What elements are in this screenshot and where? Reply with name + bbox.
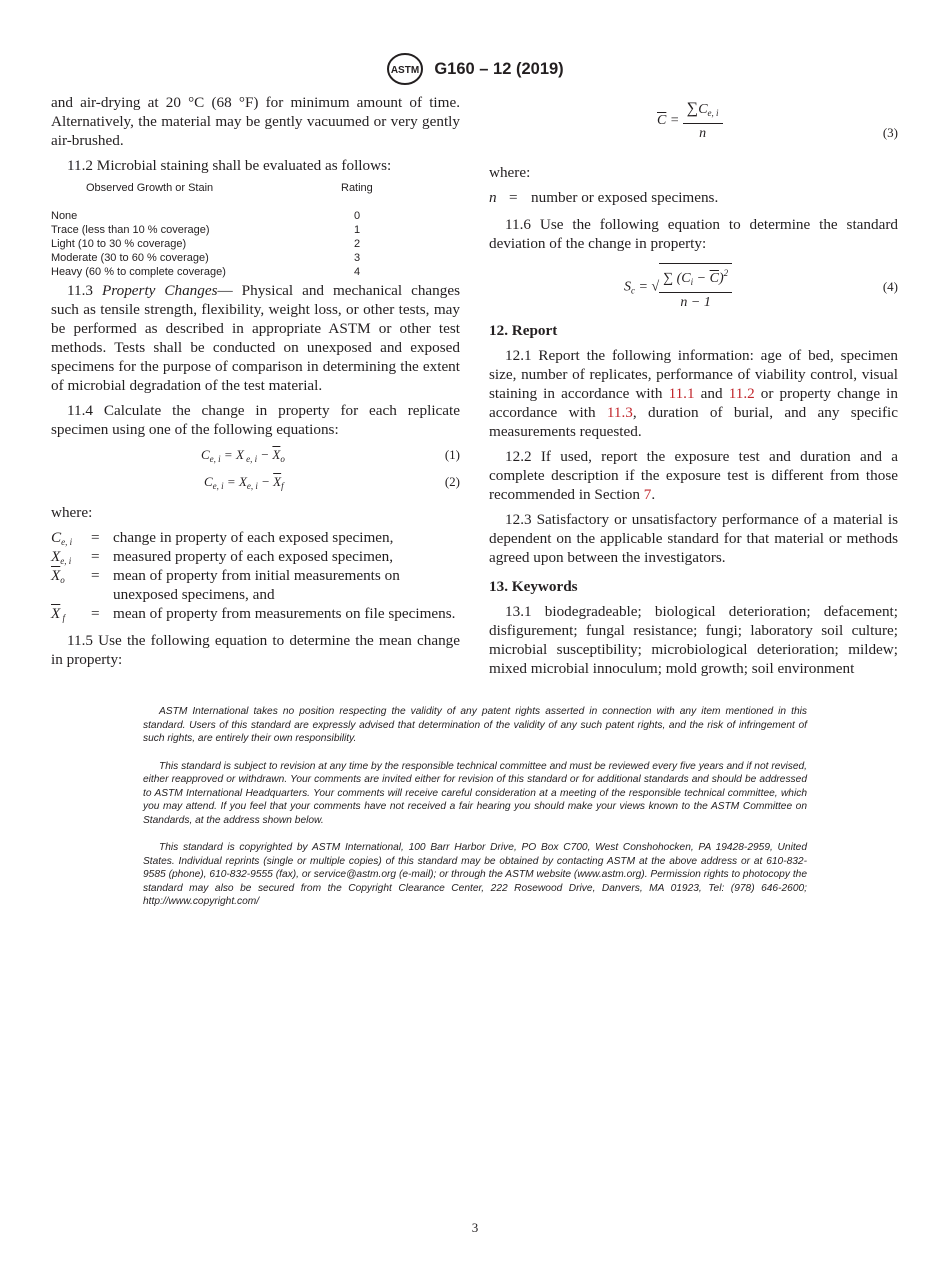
equation-4-number: (4)	[882, 279, 898, 294]
equation-2	[51, 472, 460, 499]
paragraph-12-2	[489, 447, 898, 504]
table-row	[51, 251, 460, 265]
footer-revision-notice: This standard is subject to revision at any time by the responsible technical committee and must be reviewed every five years and if not revised, either reapproved or withdrawn. Your comments are invited either for revision of this standard or for additional standards and should be addressed to ASTM International Headquarters. Your comments will receive careful consideration at a meeting of the responsible technical committee, which you may attend. If you feel that your comments have not received a fair hearing you should make your views known to the ASTM Committee on Standards, at the address shown below.	[143, 760, 807, 826]
row-label: None	[51, 210, 78, 222]
link-11-3[interactable]: 11.3	[606, 404, 633, 421]
where-label: where:	[489, 164, 531, 181]
table-row	[51, 209, 460, 223]
footer-copyright-notice: This standard is copyrighted by ASTM International, 100 Barr Harbor Drive, PO Box C700, West Conshohocken, PA 19428-2959, United States. Individual reprints (single or multiple copies) of this standard may be obtained by contacting ASTM at the above address or at 610-832-9585 (phone), 610-832-9555 (fax), or service@astm.org (e-mail); or through the ASTM website (www.astm.org). Permission rights to photocopy the standard may also be secured from the Copyright Clearance Center, 222 Rosewood Drive, Danvers, MA 01923, Tel: (978) 646-2600; http://www.copyright.com/	[143, 842, 807, 907]
section-number: 11.3	[67, 282, 94, 299]
paragraph-continued: and air-drying at 20 °C (68 °F) for minimum amount of time. Alternatively, the material may be gently vacuumed or very gently air-brushed.	[51, 94, 460, 149]
paragraph-11-3	[51, 281, 460, 395]
text: or property change in accordance with	[489, 385, 899, 421]
row-rating: 2	[354, 238, 361, 250]
text: , duration of burial, and any specific measurements requested.	[489, 404, 898, 440]
link-11-1[interactable]: 11.1	[668, 385, 695, 402]
text: 12.1 Report the following information: age of bed, specimen size, number of replicates, performance of viability control, visual staining in accordance with	[489, 347, 898, 402]
astm-logo-icon	[386, 52, 424, 86]
legal-footer	[143, 705, 807, 923]
page-header	[0, 52, 950, 86]
footer-patent-notice: ASTM International takes no position respecting the validity of any patent rights asserted in connection with any item mentioned in this standard. Users of this standard are expressly advised that determination of the validity of any such patent rights, and the risk of infringement of such rights, are entirely their own responsibility.	[143, 706, 807, 744]
link-section-7[interactable]: 7	[643, 486, 652, 503]
definition-text: number or exposed specimens.	[531, 189, 719, 206]
row-label: Moderate (30 to 60 % coverage)	[51, 252, 209, 264]
text: 12.2 If used, report the exposure test and duration and a complete description if the exposure test is different from those recommended in Section	[489, 448, 898, 503]
row-label: Trace (less than 10 % coverage)	[51, 224, 210, 236]
row-rating: 4	[354, 266, 361, 278]
page-number: 3	[471, 1220, 479, 1235]
paragraph-11-5: 11.5 Use the following equation to determine the mean change in property:	[51, 632, 460, 668]
equation-3	[489, 93, 898, 159]
definition-item: $C_{e, i}$ = change in property of each exposed specimen,	[51, 529, 394, 547]
standard-designation: G160 – 12 (2019)	[434, 59, 564, 78]
text: .	[651, 486, 656, 503]
definition-item: n = number or exposed specimens.	[489, 189, 719, 206]
section-body: — Physical and mechanical changes such as tensile strength, flexibility, weight loss, or other tests, may be performed as described in appropriate ASTM or other test methods. Tests shall be conducted on unexposed and exposed specimens for the purpose of comparison in determining the extent of microbial degradation of the test material.	[51, 282, 461, 394]
paragraph-13-1: 13.1 biodegradeable; biological deterioration; defacement; disfigurement; fungal resistance; fungi; laboratory soil culture; microbial susceptibility; microbiological deterioration; mildew; mixed microbial innoculum; mold growth; soil environment	[489, 603, 898, 677]
table-row	[51, 223, 460, 237]
definition-text: mean of property from measurements on file specimens.	[113, 605, 456, 622]
definition-text: measured property of each exposed specimen,	[113, 548, 394, 565]
paragraph-11-6: 11.6 Use the following equation to determine the standard deviation of the change in property:	[489, 216, 898, 252]
equation-2-number: (2)	[444, 474, 460, 489]
link-11-2[interactable]: 11.2	[728, 385, 755, 402]
definition-item: $X_{e, i}$ = measured property of each exposed specimen,	[51, 548, 394, 566]
equation-4	[489, 259, 898, 311]
right-column	[489, 93, 898, 684]
paragraph-11-2: 11.2 Microbial staining shall be evaluated as follows:	[67, 157, 392, 174]
equation-2-math: $C_{e, i} = X_{e, i} - \overline{X}_f$	[204, 474, 284, 491]
equation-1	[51, 445, 460, 472]
equation-1-number: (1)	[444, 447, 460, 462]
equation-4-math: $S_c$ = √ $\frac{\sum (C_i - \overline{C})^2}{n - 1}$	[624, 263, 732, 312]
table-header-growth: Observed Growth or Stain	[86, 182, 214, 194]
equation-1-math: $C_{e, i} = X$ $_{e, i} - \overline{X}_o$	[201, 447, 285, 464]
paragraph-12-1	[489, 346, 898, 441]
table-row	[51, 237, 460, 251]
equation-3-number: (3)	[882, 125, 898, 140]
definition-text: change in property of each exposed specimen,	[113, 529, 394, 546]
svg-text:ASTM: ASTM	[391, 65, 420, 76]
heading-report: 12. Report	[489, 322, 558, 339]
left-column	[51, 93, 460, 675]
table-header-rating: Rating	[341, 182, 373, 194]
where-label: where:	[51, 504, 93, 521]
table-row	[51, 265, 460, 279]
definition-item: $\overline{X}$ $_f$ = mean of property from measurements on file specimens.	[51, 605, 456, 623]
heading-keywords: 13. Keywords	[489, 578, 578, 595]
row-rating: 3	[354, 252, 361, 264]
text: and	[694, 385, 729, 402]
section-title: Property Changes	[101, 282, 218, 299]
equation-3-math: $\overline{C}$ = $\frac{\sum C_{e, i}}{n}$	[657, 99, 723, 143]
staining-rating-table	[51, 181, 460, 277]
row-label: Heavy (60 % to complete coverage)	[51, 266, 226, 278]
row-rating: 1	[354, 224, 361, 236]
row-rating: 0	[354, 210, 361, 222]
paragraph-11-4: 11.4 Calculate the change in property for each replicate specimen using one of the following equations:	[51, 402, 460, 438]
row-label: Light (10 to 30 % coverage)	[51, 238, 187, 250]
definition-item: $\overline{X}_o$ = mean of property from initial measurements on unexposed specimens, and	[51, 567, 400, 603]
paragraph-12-3: 12.3 Satisfactory or unsatisfactory performance of a material is dependent on the applicable standard for that material or methods agreed upon between the investigators.	[489, 511, 898, 566]
definition-text: mean of property from initial measurements on unexposed specimens, and	[113, 567, 400, 603]
